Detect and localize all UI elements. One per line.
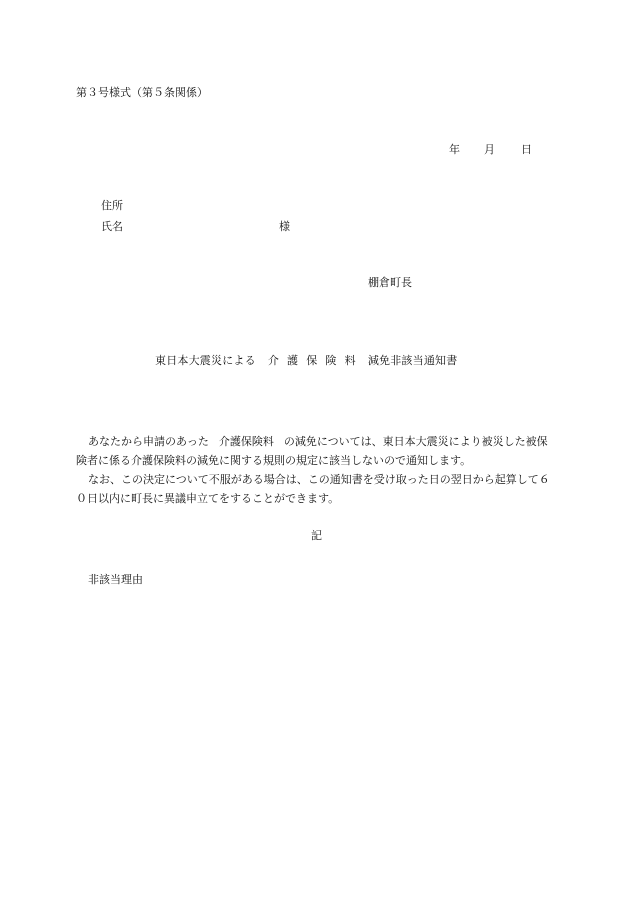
- body-p1-part2: の減免については、東日本大震災により被災した被保険者に係る介護保険料の減免に関する規則の規定に該当しないので通知します。: [76, 435, 548, 467]
- address-label: 住所: [101, 199, 123, 212]
- document-title: [155, 354, 457, 368]
- ki-label: 記: [311, 529, 322, 542]
- title-suffix: 減免非該当通知書: [367, 354, 458, 367]
- honorific: 様: [279, 220, 290, 233]
- body-paragraph-1: [76, 432, 558, 470]
- title-prefix: 東日本大震災による: [155, 354, 256, 367]
- reason-label: 非該当理由: [88, 573, 143, 586]
- title-char: 険: [325, 354, 337, 367]
- date-year-label: 年: [449, 143, 460, 156]
- date-month-label: 月: [484, 143, 495, 156]
- form-number: 第３号様式（第５条関係）: [76, 86, 208, 99]
- body-paragraph-2: なお、この決定について不服がある場合は、この通知書を受け取った日の翌日から起算して６０日以内に町長に異議申立てをすることができます。: [76, 473, 550, 505]
- date-day-label: 日: [521, 143, 532, 156]
- body-p1-item: 介護保険料: [218, 435, 274, 448]
- body-p1-part1: あなたから申請のあった: [88, 435, 209, 448]
- title-char: 護: [287, 354, 299, 367]
- title-char: 保: [306, 354, 318, 367]
- name-label: 氏名: [101, 220, 123, 233]
- body-text: [76, 432, 558, 508]
- title-char: 料: [344, 354, 356, 367]
- issuer-name: 棚倉町長: [368, 276, 412, 289]
- title-char: 介: [267, 354, 280, 367]
